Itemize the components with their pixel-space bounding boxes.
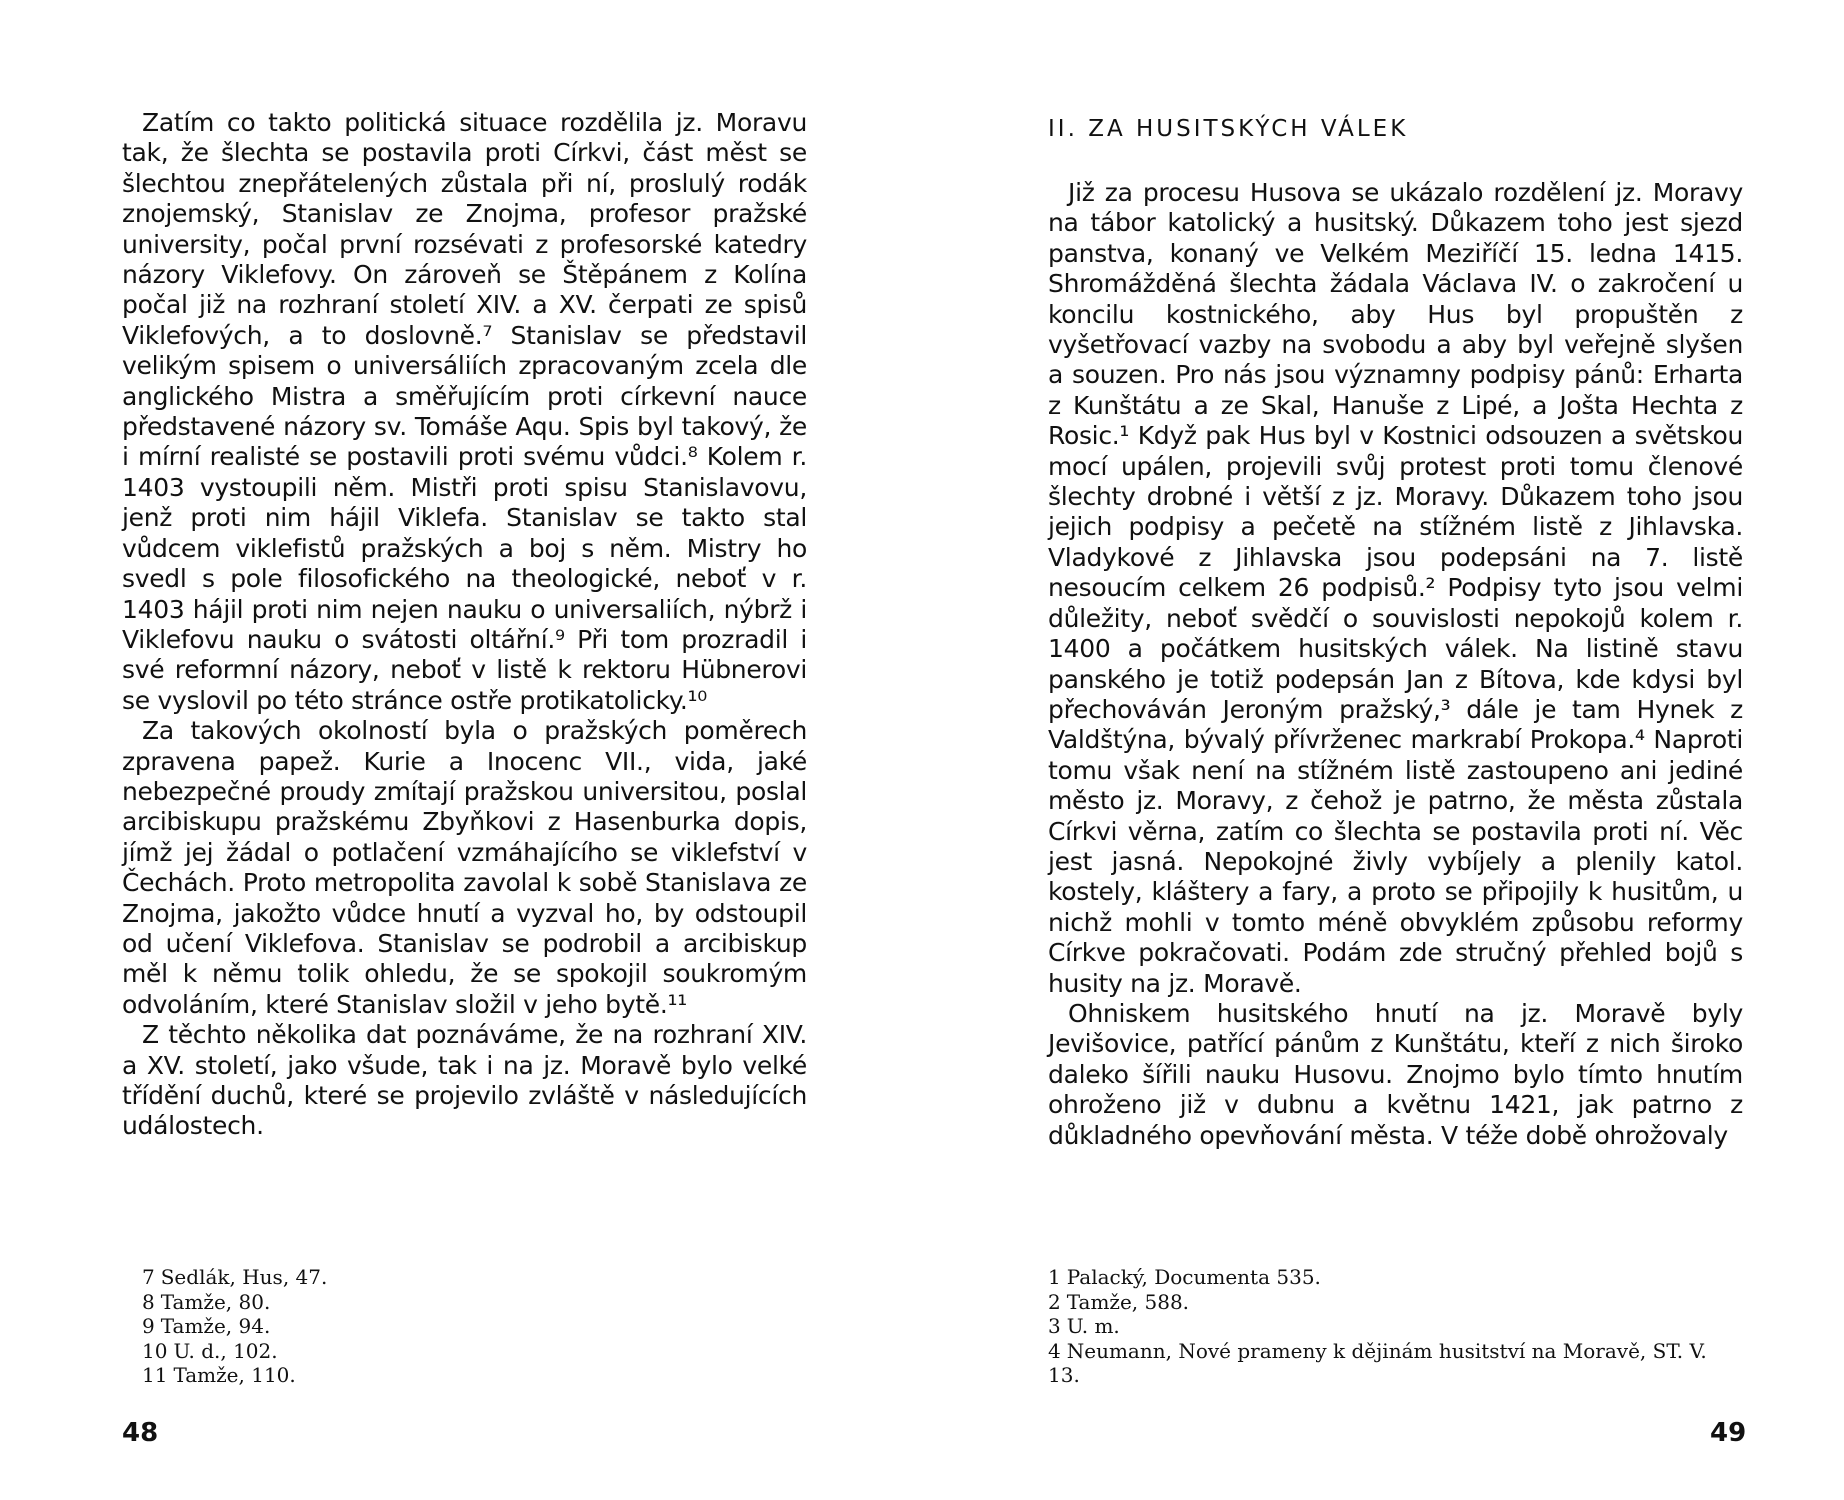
footnote-number: 9 [142,1314,155,1338]
right-footnotes [1048,1265,1743,1388]
footnote-1 [1048,1265,1743,1290]
footnote-number: 7 [142,1265,155,1289]
footnote-number: 2 [1048,1289,1061,1314]
right-page-body [1048,178,1743,1151]
footnote-7 [142,1265,662,1290]
footnote-text: Tamže, 80. [160,1289,271,1314]
footnote-number: 4 [1048,1338,1061,1363]
footnote-number: 1 [1048,1265,1061,1289]
page-number-left: 48 [122,1418,159,1448]
right-paragraph-1: Již za procesu Husova se ukázalo rozdělení jz. Moravy na tábor katolický a husitský. Důkazem toho jest sjezd panstva, konaný ve Velkém Meziříčí 15. ledna 1415. Shromážděná šlechta žádala Václava IV. o zakročení u koncilu kostnického, aby Hus byl propuštěn z vyšetřovací vazby na svobodu a aby byl veřejně slyšen a souzen. Pro nás jsou významny podpisy pánů: Erharta z Kunštátu a ze Skal, Hanuše z Lipé, a Jošta Hechta z Rosic.¹ Když pak Hus byl v Kostnici odsouzen a světskou mocí upálen, projevili svůj protest proti tomu členové šlechty drobné i větší z jz. Moravy. Důkazem toho jsou jejich podpisy a pečetě na stížném listě z Jihlavska. Vladykové z Jihlavska jsou podepsáni na 7. listě nesoucím celkem 26 podpisů.² Podpisy tyto jsou velmi důležity, neboť svědčí o souvislosti nepokojů kolem r. 1400 a počátkem husitských válek. Na listině stavu panského je totiž podepsán Jan z Bítova, kde kdysi byl přechováván Jeroným pražský,³ dále je tam Hynek z Valdštýna, bývalý přívrženec markrabí Prokopa.⁴ Naproti tomu však není na stížném listě zastoupeno ani jediné město jz. Moravy, z čehož je patrno, že města zůstala Církvi věrna, zatím co šlechta se postavila proti ní. Věc jest jasná. Nepokojné živly vybíjely a plenily katol. kostely, kláštery a fary, a proto se připojily k husitům, u nichž mohli v tomto méně obvyklém způsobu reformy Církve pokračovati. Podám zde stručný přehled bojů s husity na jz. Moravě. [1048,178,1743,998]
footnote-number: 8 [142,1289,155,1314]
footnote-text: U. m. [1066,1314,1120,1338]
footnote-9 [142,1314,662,1339]
footnote-text: Tamže, 588. [1066,1289,1190,1314]
page-number-right: 49 [1710,1418,1747,1448]
footnote-text: U. d., 102. [173,1338,278,1363]
left-paragraph-2: Za takových okolností byla o pražských poměrech zpravena papež. Kurie a Inocenc VII., vida, jaké nebezpečné proudy zmítají pražskou universitou, poslal arcibiskupu pražskému Zbyňkovi z Hasenburka dopis, jímž jej žádal o potlačení vzmáhajícího se viklefství v Čechách. Proto metropolita zavolal k sobě Stanislava ze Znojma, jakožto vůdce hnutí a vyzval ho, by odstoupil od učení Viklefova. Stanislav se podrobil a arcibiskup měl k němu tolik ohledu, že se spokojil soukromým odvoláním, které Stanislav složil v jeho bytě.¹¹ [122,716,807,1019]
footnote-text: Palacký, Documenta 535. [1066,1265,1321,1289]
left-paragraph-3: Z těchto několika dat poznáváme, že na rozhraní XIV. a XV. století, jako všude, tak i na jz. Moravě bylo velké třídění duchů, které se projevilo zvláště v následujících událostech. [122,1020,807,1141]
footnote-11 [142,1363,662,1388]
footnote-text: Sedlák, Hus, 47. [160,1265,328,1289]
left-footnotes [142,1265,662,1388]
footnote-3 [1048,1314,1743,1339]
footnote-number: 11 [142,1363,168,1387]
footnote-2 [1048,1290,1743,1315]
footnote-number: 10 [142,1338,168,1363]
footnote-text: Tamže, 110. [173,1363,296,1387]
footnote-number: 3 [1048,1314,1061,1338]
footnote-10 [142,1339,662,1364]
footnote-8 [142,1290,662,1315]
chapter-heading: II. ZA HUSITSKÝCH VÁLEK [1048,116,1409,142]
footnote-text: Tamže, 94. [160,1314,271,1338]
footnote-4 [1048,1339,1743,1388]
right-paragraph-2: Ohniskem husitského hnutí na jz. Moravě byly Jevišovice, patřící pánům z Kunštátu, kteří z nich široko daleko šířili nauku Husovu. Znojmo bylo tímto hnutím ohroženo již v dubnu a květnu 1421, jak patrno z důkladného opevňování města. V téže době ohrožovaly [1048,998,1743,1150]
left-paragraph-1: Zatím co takto politická situace rozdělila jz. Moravu tak, že šlechta se postavila proti Církvi, část měst se šlechtou znepřátelených zůstala při ní, proslulý rodák znojemský, Stanislav ze Znojma, profesor pražské university, počal první rozsévati z profesorské katedry názory Viklefovy. On zároveň se Štěpánem z Kolína počal již na rozhraní století XIV. a XV. čerpati ze spisů Viklefových, a to doslovně.⁷ Stanislav se představil velikým spisem o universáliích zpracovaným zcela dle anglického Mistra a směřujícím proti církevní nauce představené názory sv. Tomáše Aqu. Spis byl takový, že i mírní realisté se postavili proti svému vůdci.⁸ Kolem r. 1403 vystoupili něm. Mistři proti spisu Stanislavovu, jenž proti nim hájil Viklefa. Stanislav se takto stal vůdcem viklefistů pražských a boj s něm. Mistry ho svedl s pole filosofického na theologické, neboť v r. 1403 hájil proti nim nejen nauku o universaliích, nýbrž i Viklefovu nauku o svátosti oltářní.⁹ Při tom prozradil i své reformní názory, neboť v listě k rektoru Hübnerovi se vyslovil po této stránce ostře protikatolicky.¹⁰ [122,108,807,715]
left-page-body [122,108,807,1142]
footnote-text: Neumann, Nové prameny k dějinám husitství na Moravě, ST. V. 13. [1048,1338,1707,1387]
right-page [922,0,1844,1500]
